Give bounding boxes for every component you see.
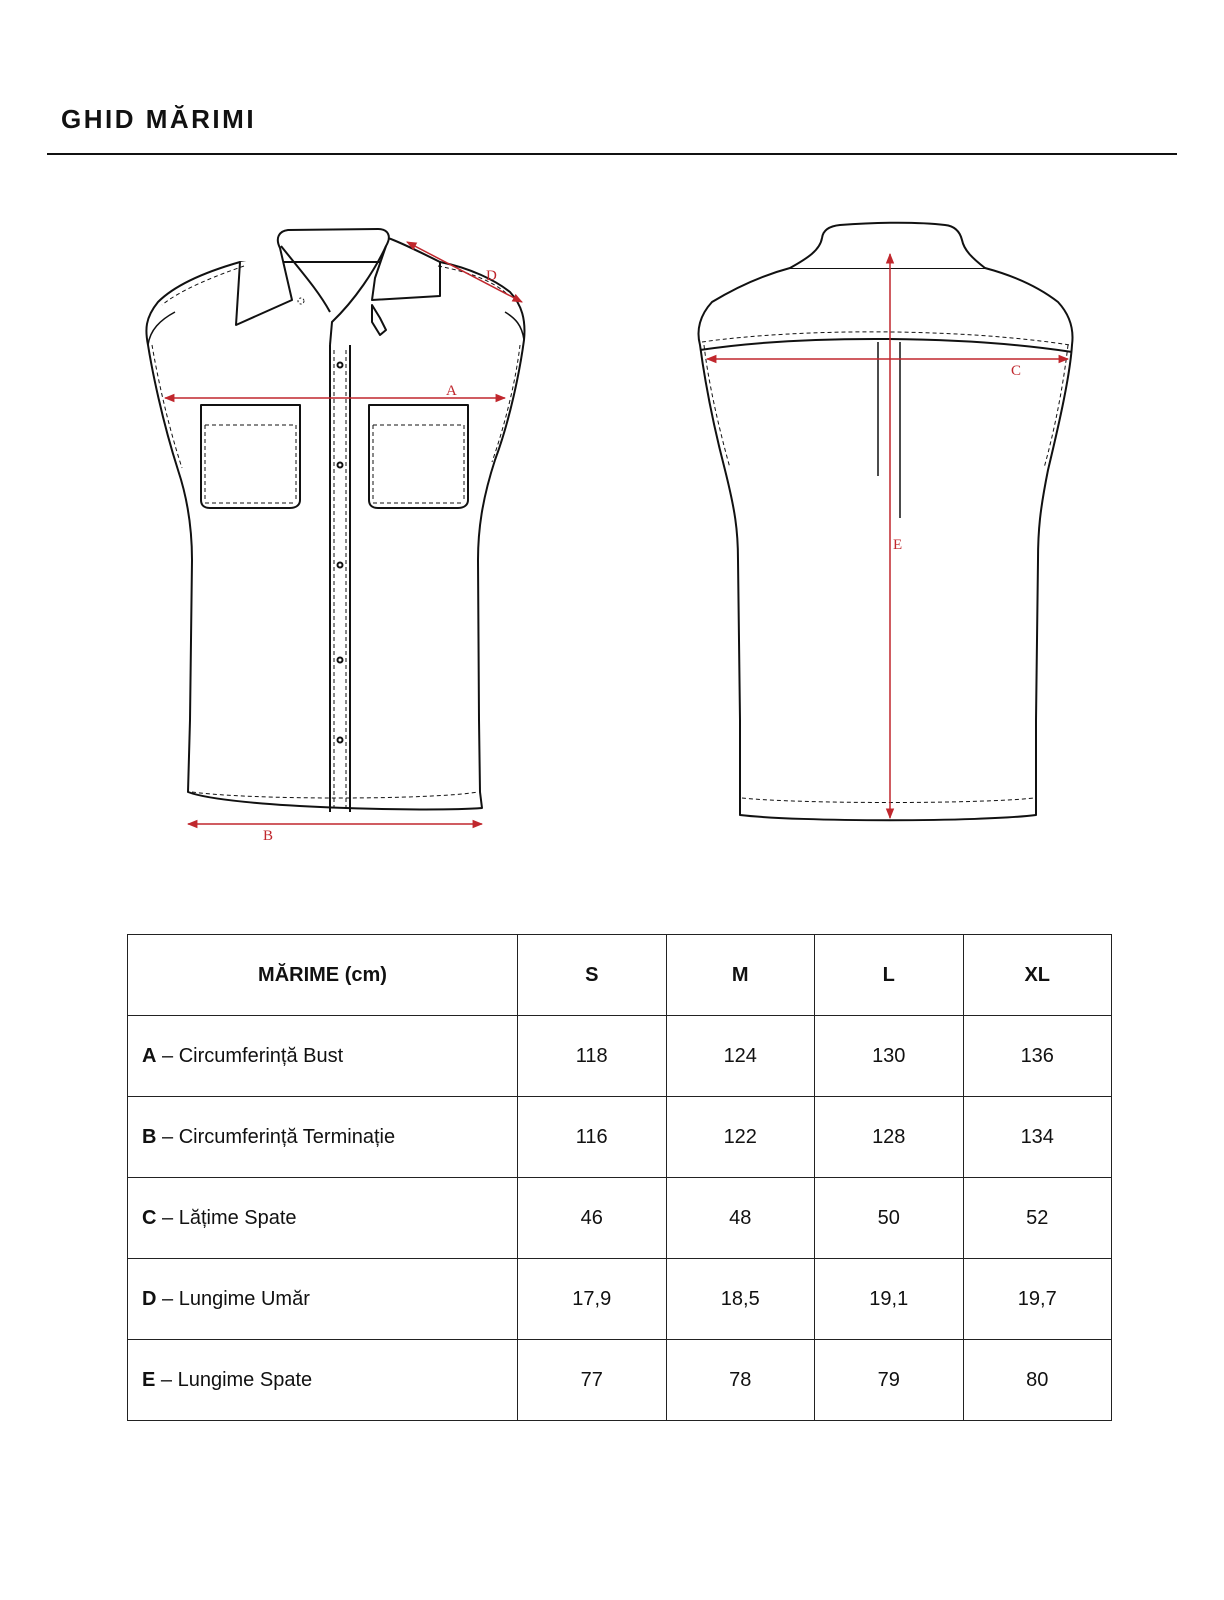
table-header-row xyxy=(128,935,1112,1016)
label-b: B xyxy=(263,828,274,844)
row-letter: D xyxy=(142,1287,157,1310)
row-name: – Lungime Umăr xyxy=(162,1287,310,1310)
table-cell: 136 xyxy=(963,1016,1112,1097)
label-c: C xyxy=(1011,363,1022,379)
shirt-back-drawing xyxy=(699,223,1073,821)
table-cell: 80 xyxy=(963,1340,1112,1421)
table-cell: 17,9 xyxy=(518,1259,667,1340)
row-label xyxy=(128,1016,518,1097)
table-cell: 122 xyxy=(666,1097,815,1178)
table-cell: 77 xyxy=(518,1340,667,1421)
row-label xyxy=(128,1178,518,1259)
header-size-label: MĂRIME (cm) xyxy=(128,935,518,1016)
table-cell: 124 xyxy=(666,1016,815,1097)
shirt-front-drawing xyxy=(146,229,524,812)
table-cell: 48 xyxy=(666,1178,815,1259)
table-cell: 19,7 xyxy=(963,1259,1112,1340)
header-size-l: L xyxy=(815,935,964,1016)
header-size-s: S xyxy=(518,935,667,1016)
back-body-outline xyxy=(699,268,1073,820)
row-name: – Lungime Spate xyxy=(160,1368,313,1391)
table-cell: 52 xyxy=(963,1178,1112,1259)
row-letter: E xyxy=(142,1368,156,1391)
table-cell: 118 xyxy=(518,1016,667,1097)
size-chart-table xyxy=(127,934,1112,1421)
table-cell: 19,1 xyxy=(815,1259,964,1340)
table-cell: 50 xyxy=(815,1178,964,1259)
back-collar xyxy=(790,223,985,268)
table-row xyxy=(128,1016,1112,1097)
table-row xyxy=(128,1259,1112,1340)
row-name: – Lățime Spate xyxy=(162,1206,297,1229)
row-label xyxy=(128,1340,518,1421)
front-body-outline xyxy=(146,262,524,809)
page-title: GHID MĂRIMI xyxy=(61,104,257,134)
label-a: A xyxy=(446,383,457,399)
table-cell: 18,5 xyxy=(666,1259,815,1340)
row-letter: A xyxy=(142,1044,157,1067)
row-name: – Circumferință Bust xyxy=(162,1044,344,1067)
row-label xyxy=(128,1259,518,1340)
label-e: E xyxy=(893,537,903,553)
row-name: – Circumferință Terminație xyxy=(162,1125,396,1148)
header-size-xl: XL xyxy=(963,935,1112,1016)
table-cell: 46 xyxy=(518,1178,667,1259)
table-cell: 116 xyxy=(518,1097,667,1178)
row-letter: B xyxy=(142,1125,157,1148)
table-row xyxy=(128,1340,1112,1421)
table-cell: 78 xyxy=(666,1340,815,1421)
table-cell: 130 xyxy=(815,1016,964,1097)
table-row xyxy=(128,1097,1112,1178)
table-cell: 128 xyxy=(815,1097,964,1178)
table-row xyxy=(128,1178,1112,1259)
row-letter: C xyxy=(142,1206,157,1229)
table-cell: 79 xyxy=(815,1340,964,1421)
label-d: D xyxy=(486,268,497,284)
row-label xyxy=(128,1097,518,1178)
header-size-m: M xyxy=(666,935,815,1016)
table-cell: 134 xyxy=(963,1097,1112,1178)
